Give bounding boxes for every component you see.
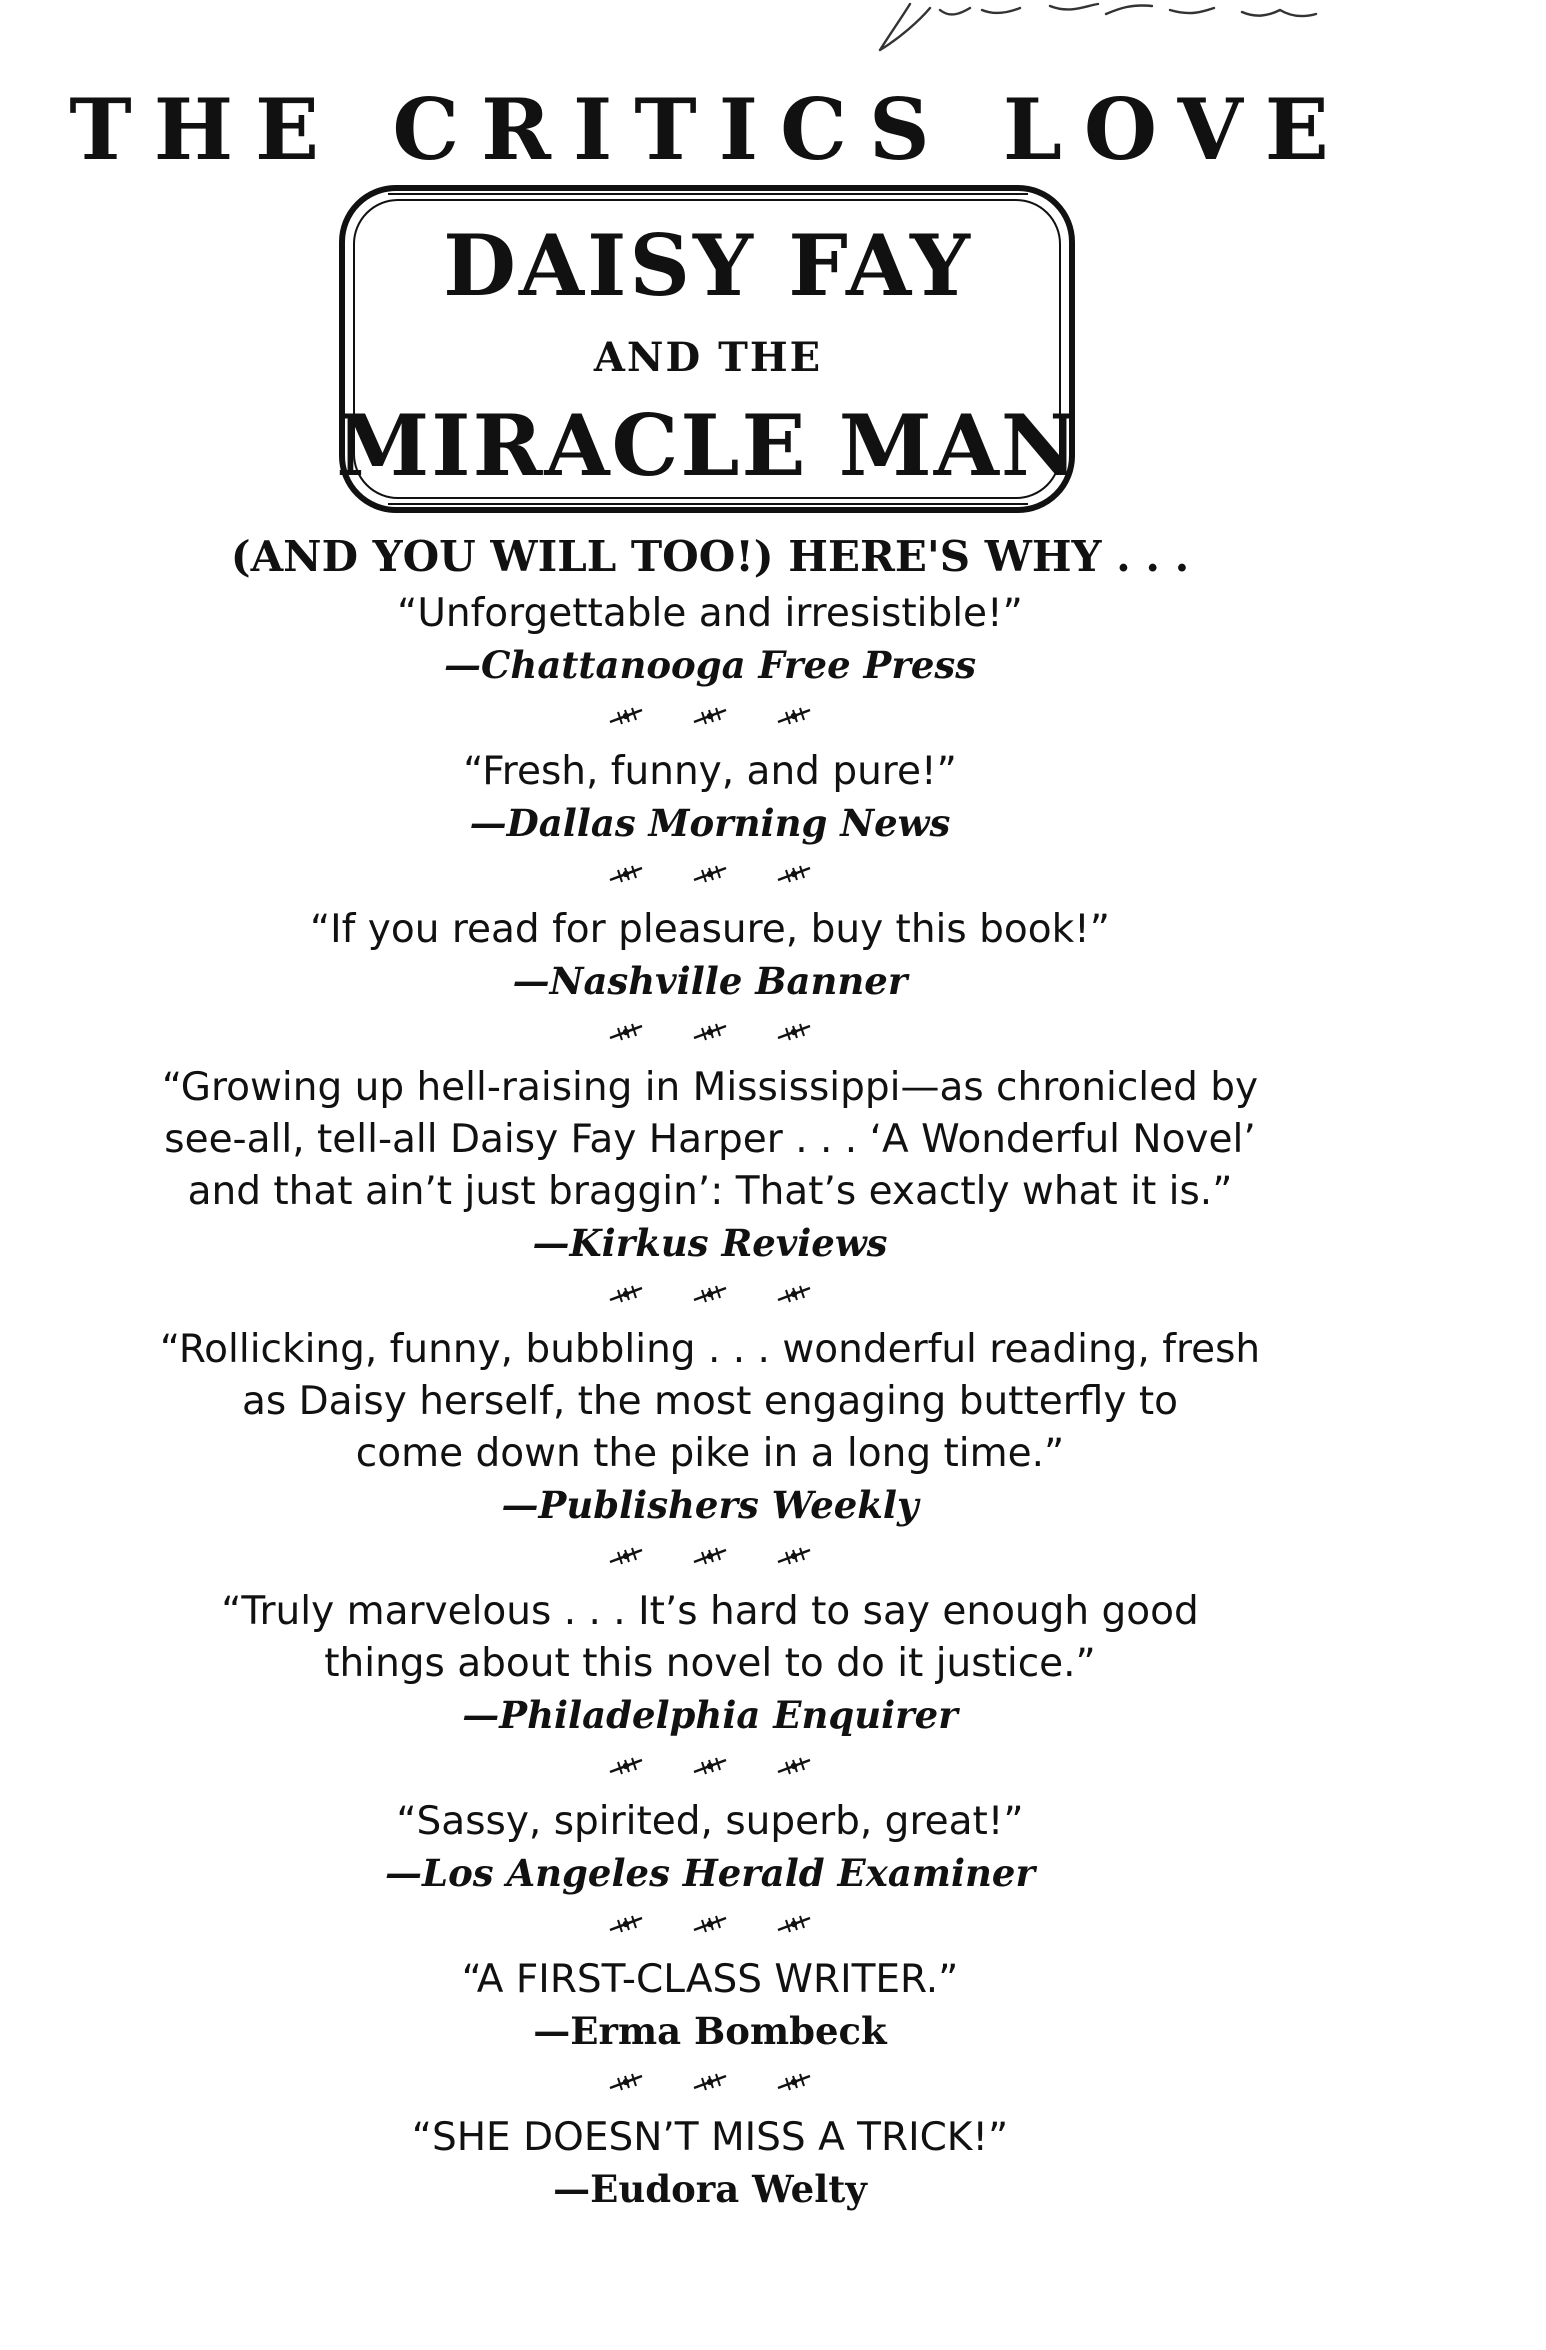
flower-ornament-icon: [692, 2070, 728, 2098]
flower-ornament-icon: [692, 1282, 728, 1310]
review-quote-line: things about this novel to do it justice.”: [324, 1641, 1096, 1686]
flower-ornament-icon: [692, 1544, 728, 1572]
review-source: —Chattanooga Free Press: [443, 643, 977, 687]
flower-ornament-icon: [608, 1544, 644, 1572]
flower-ornament-icon: [692, 862, 728, 890]
ornament-divider: [100, 690, 1320, 746]
flower-ornament-icon: [776, 1754, 812, 1782]
flower-ornament-icon: [692, 1020, 728, 1048]
review-quote-line: “If you read for pleasure, buy this book!”: [309, 907, 1111, 952]
review-source: —Eudora Welty: [553, 2167, 867, 2211]
review-source: —Erma Bombeck: [533, 2009, 887, 2053]
flower-ornament-icon: [776, 1912, 812, 1940]
handwritten-signature: [870, 0, 1390, 60]
flower-ornament-icon: [692, 1912, 728, 1940]
review-quote-line: “Fresh, funny, and pure!”: [463, 749, 957, 794]
review-source: —Publishers Weekly: [501, 1483, 919, 1527]
flower-ornament-icon: [608, 1912, 644, 1940]
review-source: —Dallas Morning News: [469, 801, 951, 845]
book-title-frame: [328, 176, 1088, 532]
flower-ornament-icon: [608, 1754, 644, 1782]
review-quote-line: “Truly marvelous . . . It’s hard to say enough good: [221, 1589, 1199, 1634]
critics-love-heading: THE CRITICS LOVE: [69, 80, 1351, 179]
flower-ornament-icon: [776, 1282, 812, 1310]
ornament-divider: [100, 1740, 1320, 1796]
flower-ornament-icon: [608, 1282, 644, 1310]
review-quote-line: “Sassy, spirited, superb, great!”: [396, 1799, 1024, 1844]
review-source: —Nashville Banner: [512, 959, 908, 1003]
book-title-line1: DAISY FAY: [443, 216, 973, 315]
review-quote-line: “Rollicking, funny, bubbling . . . wonderful reading, fresh: [159, 1327, 1261, 1372]
review-quote-line: “Unforgettable and irresistible!”: [397, 591, 1023, 636]
ornament-divider: [100, 848, 1320, 904]
flower-ornament-icon: [776, 862, 812, 890]
review-source: —Los Angeles Herald Examiner: [385, 1851, 1035, 1895]
review-quote-line: “A FIRST-CLASS WRITER.”: [461, 1957, 959, 2002]
flower-ornament-icon: [776, 2070, 812, 2098]
flower-ornament-icon: [776, 1020, 812, 1048]
book-title-and: AND THE: [593, 334, 823, 381]
review-source: —Kirkus Reviews: [532, 1221, 888, 1265]
review-source: —Philadelphia Enquirer: [462, 1693, 958, 1737]
review-quote-line: see-all, tell-all Daisy Fay Harper . . . ‘A Wonderful Novel’: [164, 1117, 1256, 1162]
flower-ornament-icon: [692, 1754, 728, 1782]
flower-ornament-icon: [776, 1544, 812, 1572]
review-blurbs: [100, 588, 1320, 2214]
review-quote-line: as Daisy herself, the most engaging butterfly to: [242, 1379, 1178, 1424]
flower-ornament-icon: [776, 704, 812, 732]
review-quote-line: and that ain’t just braggin’: That’s exactly what it is.”: [187, 1169, 1233, 1214]
review-quote-line: “SHE DOESN’T MISS A TRICK!”: [411, 2115, 1009, 2160]
flower-ornament-icon: [608, 862, 644, 890]
ornament-divider: [100, 1530, 1320, 1586]
ornament-divider: [100, 2056, 1320, 2112]
flower-ornament-icon: [608, 2070, 644, 2098]
flower-ornament-icon: [608, 1020, 644, 1048]
review-quote-line: come down the pike in a long time.”: [355, 1431, 1065, 1476]
tagline: (AND YOU WILL TOO!) HERE'S WHY . . .: [230, 532, 1190, 581]
ornament-divider: [100, 1268, 1320, 1324]
review-quote-line: “Growing up hell-raising in Mississippi—as chronicled by: [161, 1065, 1259, 1110]
ornament-divider: [100, 1898, 1320, 1954]
flower-ornament-icon: [608, 704, 644, 732]
book-title-line2: MIRACLE MAN: [336, 396, 1080, 495]
ornament-divider: [100, 1006, 1320, 1062]
flower-ornament-icon: [692, 704, 728, 732]
